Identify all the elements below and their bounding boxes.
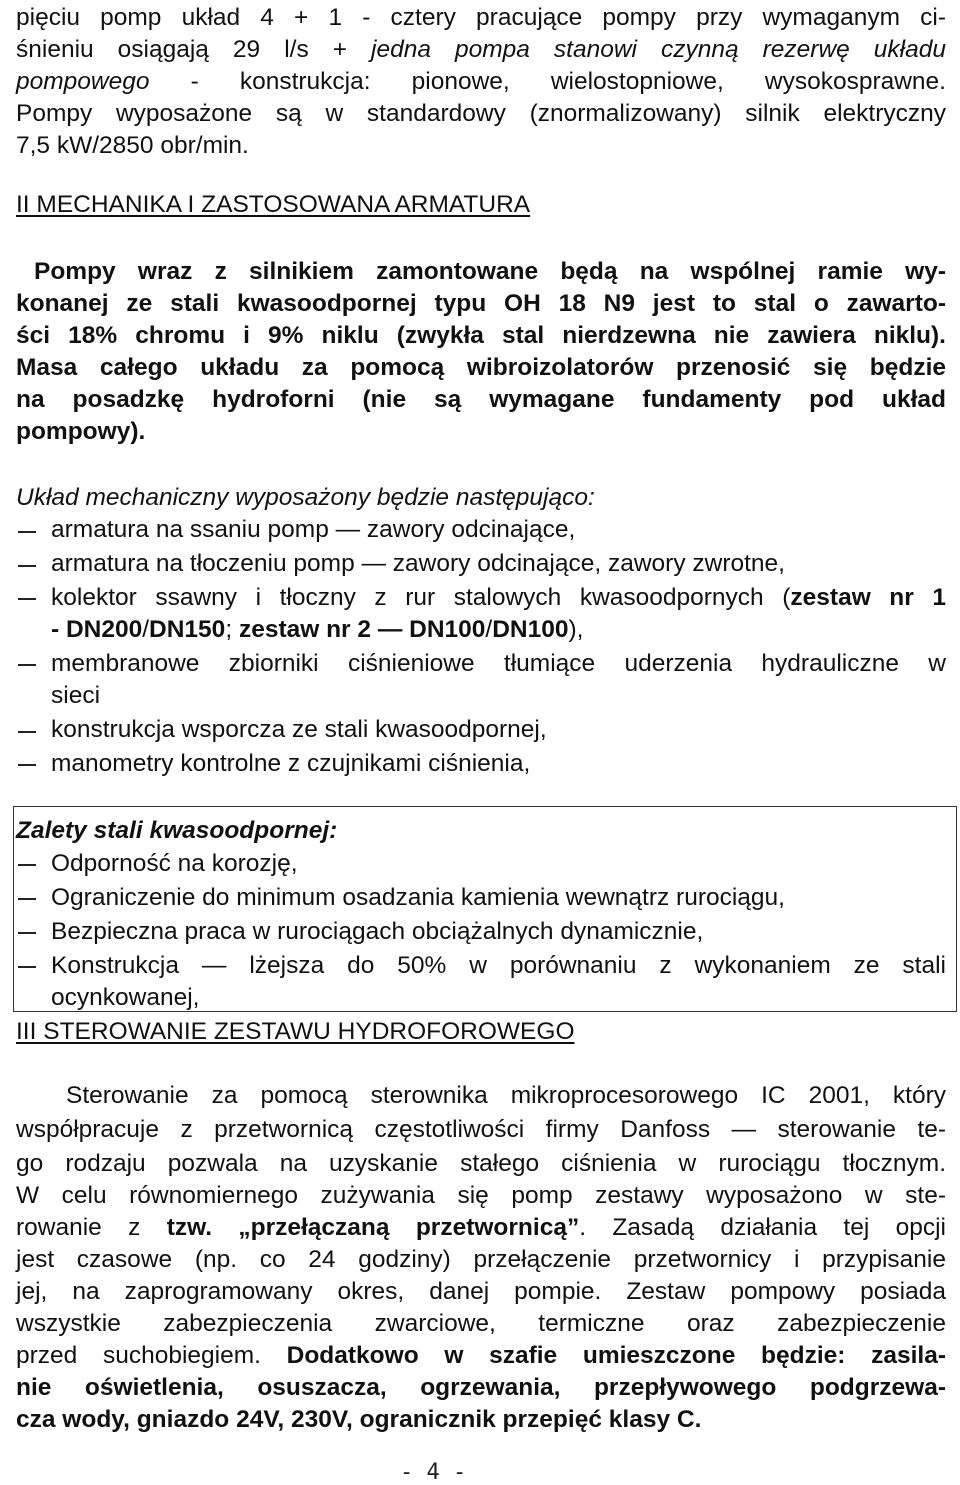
paragraph-line: ści 18% chromu i 9% niklu (zwykła stal nierdzewna nie zawiera niklu). xyxy=(16,322,946,349)
text-run: pompowego xyxy=(16,68,150,95)
text-run: DN100 xyxy=(492,616,569,643)
heading-text: III STEROWANIE ZESTAWU HYDROFOROWEGO xyxy=(16,1018,575,1045)
section-heading xyxy=(16,189,946,221)
dash-bullet xyxy=(18,664,36,666)
dash-bullet xyxy=(18,598,36,600)
advantage-item: Konstrukcja — lżejsza do 50% w porównaniu z wykonaniem ze stali xyxy=(51,952,946,979)
text-run: kolektor ssawny i tłoczny z rur stalowych kwasoodpornych ( xyxy=(51,584,791,611)
paragraph-line: Pompy wraz z silnikiem zamontowane będą na wspólnej ramie wy- xyxy=(34,258,946,285)
paragraph-line: Masa całego układu za pomocą wibroizolatorów przenosić się będzie xyxy=(16,354,946,381)
dash-bullet xyxy=(18,932,36,934)
text-run: / xyxy=(485,616,493,643)
paragraph-line: pompowy). xyxy=(16,418,146,445)
text-run: tzw. „przełączaną przetwornicą” xyxy=(166,1214,580,1241)
heading-text: II MECHANIKA I ZASTOSOWANA ARMATURA xyxy=(16,191,531,218)
page-number: - 4 - xyxy=(400,1460,467,1485)
text-run: przed suchobiegiem. xyxy=(16,1342,287,1369)
text-run: - konstrukcja: pionowe, wielostopniowe, wysokosprawne. xyxy=(149,68,946,95)
text-run: śnieniu osiągają 29 l/s + xyxy=(16,36,372,63)
advantage-item: Bezpieczna praca w rurociągach obciążalnych dynamicznie, xyxy=(51,918,704,945)
intro-line: Pompy wyposażone są w standardowy (znormalizowany) silnik elektryczny xyxy=(16,100,946,127)
dash-bullet xyxy=(18,565,36,567)
list-item: membranowe zbiorniki ciśnieniowe tłumiące uderzenia hydrauliczne w xyxy=(51,650,946,677)
advantage-item: Odporność na korozję, xyxy=(51,850,298,877)
paragraph-line: cza wody, gniazdo 24V, 230V, ogranicznik przepięć klasy C. xyxy=(16,1406,702,1433)
paragraph-line: jest czasowe (np. co 24 godziny) przełączenie przetwornicy i przypisanie xyxy=(16,1246,946,1273)
paragraph-line xyxy=(16,1212,946,1244)
list-item: armatura na tłoczeniu pomp — zawory odcinające, zawory zwrotne, xyxy=(51,550,785,577)
section-heading xyxy=(16,1016,946,1048)
text-run: ; xyxy=(225,616,239,643)
paragraph-line: go rodzaju pozwala na uzyskanie stałego ciśnienia w rurociągu tłocznym. xyxy=(16,1150,946,1177)
intro-line: 7,5 kW/2850 obr/min. xyxy=(16,132,249,159)
text-run: jedna pompa stanowi czynną rezerwę układu xyxy=(371,36,946,63)
list-intro: Układ mechaniczny wyposażony będzie następująco: xyxy=(16,484,595,511)
dash-bullet xyxy=(18,731,36,733)
advantages-heading: Zalety stali kwasoodpornej: xyxy=(16,817,338,844)
advantage-item: Ograniczenie do minimum osadzania kamienia wewnątrz rurociągu, xyxy=(51,884,785,911)
dash-bullet xyxy=(18,864,36,866)
paragraph-line: nie oświetlenia, osuszacza, ogrzewania, przepływowego podgrzewa- xyxy=(16,1374,946,1401)
text-run: ), xyxy=(568,616,584,643)
text-run: Dodatkowo w szafie umieszczone będzie: zasila- xyxy=(286,1342,946,1369)
list-item xyxy=(51,582,946,614)
intro-line xyxy=(16,34,946,66)
advantage-item-continued: ocynkowanej, xyxy=(51,984,200,1011)
paragraph-line: W celu równomiernego zużywania się pomp zestawy wyposażono w ste- xyxy=(16,1182,946,1209)
text-run: zestaw nr 2 — DN100 xyxy=(238,616,486,643)
dash-bullet xyxy=(18,764,36,766)
list-item: konstrukcja wsporcza ze stali kwasoodpornej, xyxy=(51,716,547,743)
dash-bullet xyxy=(18,966,36,968)
paragraph-line: konanej ze stali kwasoodpornej typu OH 18 N9 jest to stal o zawarto- xyxy=(16,290,946,317)
text-run: . Zasadą działania tej opcji xyxy=(579,1214,946,1241)
list-item-continued: sieci xyxy=(51,682,101,709)
intro-line xyxy=(16,66,946,98)
dash-bullet xyxy=(18,531,36,533)
list-item: manometry kontrolne z czujnikami ciśnienia, xyxy=(51,750,531,777)
list-item-continued xyxy=(51,614,946,646)
intro-line: pięciu pomp układ 4 + 1 - cztery pracujące pompy przy wymaganym ci- xyxy=(16,4,946,31)
dash-bullet xyxy=(18,898,36,900)
paragraph-line: Sterowanie za pomocą sterownika mikroprocesorowego IC 2001, który xyxy=(66,1082,946,1109)
paragraph-line: jej, na zaprogramowany okres, danej pompie. Zestaw pompowy posiada xyxy=(16,1278,946,1305)
paragraph-line: na posadzkę hydroforni (nie są wymagane fundamenty pod układ xyxy=(16,386,946,413)
paragraph-line: wszystkie zabezpieczenia zwarciowe, termiczne oraz zabezpieczenie xyxy=(16,1310,946,1337)
text-run: / xyxy=(142,616,150,643)
paragraph-line: współpracuje z przetwornicą częstotliwości firmy Danfoss — sterowanie te- xyxy=(16,1116,946,1143)
text-run: DN150 xyxy=(149,616,226,643)
text-run: zestaw nr 1 xyxy=(790,584,946,611)
paragraph-line xyxy=(16,1340,946,1372)
text-run: rowanie z xyxy=(16,1214,167,1241)
list-item: armatura na ssaniu pomp — zawory odcinające, xyxy=(51,516,576,543)
text-run: - DN200 xyxy=(51,616,143,643)
